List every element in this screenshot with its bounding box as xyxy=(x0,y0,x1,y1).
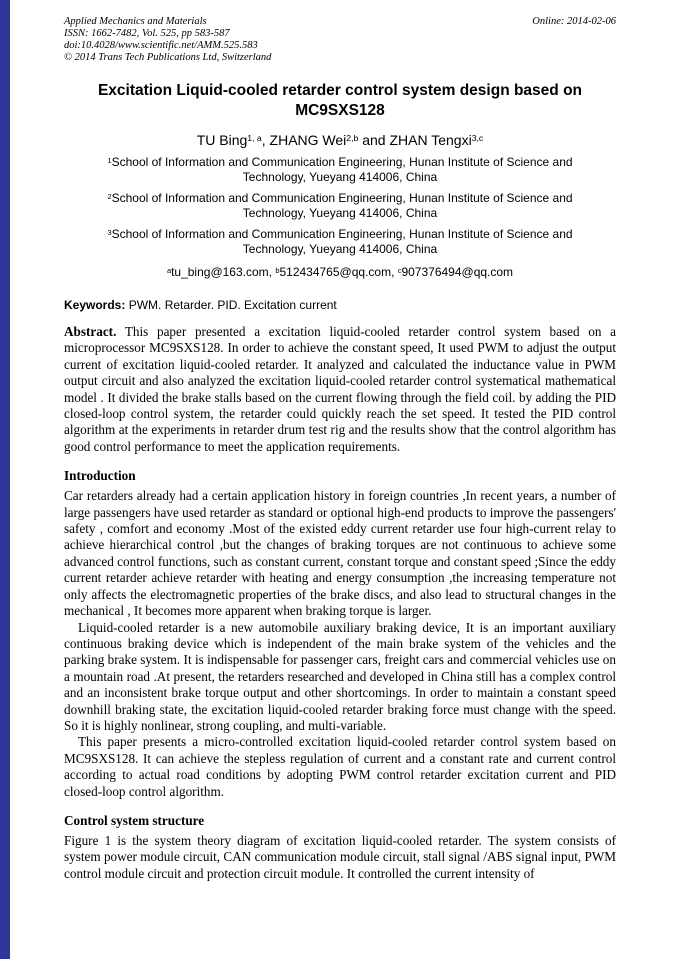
doi-line: doi:10.4028/www.scientific.net/AMM.525.583 xyxy=(64,40,258,51)
abstract-label: Abstract. xyxy=(64,324,117,339)
author-superscript-3: 3,c xyxy=(471,133,484,144)
affiliation-superscript-2: 2 xyxy=(107,191,112,201)
introduction-paragraph-1: Car retarders already had a certain application history in foreign countries ,In recent years, a number of large passengers have used retarder as standard or optional high-end products to improve the passengers' safety , comfort and economy .Most of the existed eddy current retarder use four high-current relay to achieve hierarchical control ,but the changes of braking torques are not continuous to achieve some advanced control functions, such as constant current, constant torque and constant speed ;Since the eddy current retarder achieve retarder with heating and energy consumption ,the increasing temperature not only affects the electromagnetic properties of the brake discs, and also lead to structural changes in the mechanical , It becomes more apparent when braking torque is larger. xyxy=(64,488,616,619)
abstract-text: This paper presented a excitation liquid-cooled retarder control system based on a microprocessor MC9SXS128. In order to achieve the constant speed, It used PWM to adjust the output current of excitation liquid-cooled retarder. It analyzed and calculated the inductance value in PWM output circuit and also analyzed the excitation liquid-cooled retarder control systematical mathematical model . It divided the brake stalls based on the current flowing through the field coil. by adding the PID closed-loop control system, the retarder could quickly reach the set speed. It tested the PID control algorithm at the experiments in retarder drum test rig and the results show that the control algorithm has good control performance to meet the application requirements. xyxy=(64,324,616,454)
affiliation-text-2: School of Information and Communication Engineering, Hunan Institute of Science and Technology, Yueyang 414006, China xyxy=(111,191,573,220)
keywords-text: PWM. Retarder. PID. Excitation current xyxy=(125,298,337,312)
introduction-paragraph-2: Liquid-cooled retarder is a new automobile auxiliary braking device, It is an important auxiliary continuous braking device which is independent of the main brake system of the vehicles and the parking brake system. It is indispensable for passenger cars, freight cars and commercial vehicles use on a mountain road .At present, the retarders researched and developed in China still has a complex control and an inconsistent brake torque output and other shortcomings. In order to maintain a constant speed downhill braking state, the excitation liquid-cooled retarder braking force must change with the speed. So it is highly nonlinear, strong coupling, and multi-variable. xyxy=(64,619,616,733)
email-superscript-c: c xyxy=(397,265,402,275)
journal-header xyxy=(64,16,616,64)
email-address-3: 907376494@qq.com xyxy=(401,265,514,279)
keywords-line xyxy=(64,298,616,313)
email-address-2: 512434765@qq.com, xyxy=(279,265,398,279)
affiliation-superscript-3: 3 xyxy=(107,227,112,237)
author-superscript-1: 1, a xyxy=(247,133,262,144)
author-name-1: TU Bing xyxy=(196,132,248,148)
control-system-paragraph-1: Figure 1 is the system theory diagram of excitation liquid-cooled retarder. The system consists of system power module circuit, CAN communication module circuit, stall signal /ABS signal input, PWM control module circuit and protection circuit module. It controlled the current intensity of xyxy=(64,832,616,881)
email-superscript-a: a xyxy=(166,265,172,275)
affiliation-3 xyxy=(90,227,590,257)
emails-line xyxy=(64,265,616,280)
affiliation-superscript-1: 1 xyxy=(107,155,112,165)
affiliation-text-3: School of Information and Communication Engineering, Hunan Institute of Science and Technology, Yueyang 414006, China xyxy=(111,227,573,256)
authors-line xyxy=(64,131,616,149)
copyright-line: © 2014 Trans Tech Publications Ltd, Switzerland xyxy=(64,52,272,63)
section-heading-introduction: Introduction xyxy=(64,468,136,484)
paper-title: Excitation Liquid-cooled retarder control system design based on MC9SXS128 xyxy=(97,82,583,119)
author-superscript-2: 2,b xyxy=(346,133,359,144)
affiliation-1 xyxy=(90,155,590,185)
email-address-1: tu_bing@163.com, xyxy=(171,265,276,279)
section-heading-control-system-structure: Control system structure xyxy=(64,812,205,828)
left-edge-bar xyxy=(0,0,10,959)
page-content xyxy=(64,16,616,882)
journal-name: Applied Mechanics and Materials xyxy=(64,16,207,27)
issn-line: ISSN: 1662-7482, Vol. 525, pp 583-587 xyxy=(64,28,230,39)
online-date: Online: 2014-02-06 xyxy=(532,16,616,27)
keywords-label: Keywords: xyxy=(64,298,126,312)
affiliation-2 xyxy=(90,191,590,221)
abstract-paragraph xyxy=(64,324,616,455)
email-superscript-b: b xyxy=(275,265,280,275)
introduction-paragraph-3: This paper presents a micro-controlled excitation liquid-cooled retarder control system based on MC9SXS128. It can achieve the stepless regulation of current and a constant rate and current control according to actual road conditions by adopting PWM control retarder excitation current and PID closed-loop control algorithm. xyxy=(64,734,616,799)
affiliation-text-1: School of Information and Communication Engineering, Hunan Institute of Science and Technology, Yueyang 414006, China xyxy=(111,155,573,184)
author-name-3: and ZHAN Tengxi xyxy=(358,132,472,148)
author-name-2: , ZHANG Wei xyxy=(261,132,347,148)
